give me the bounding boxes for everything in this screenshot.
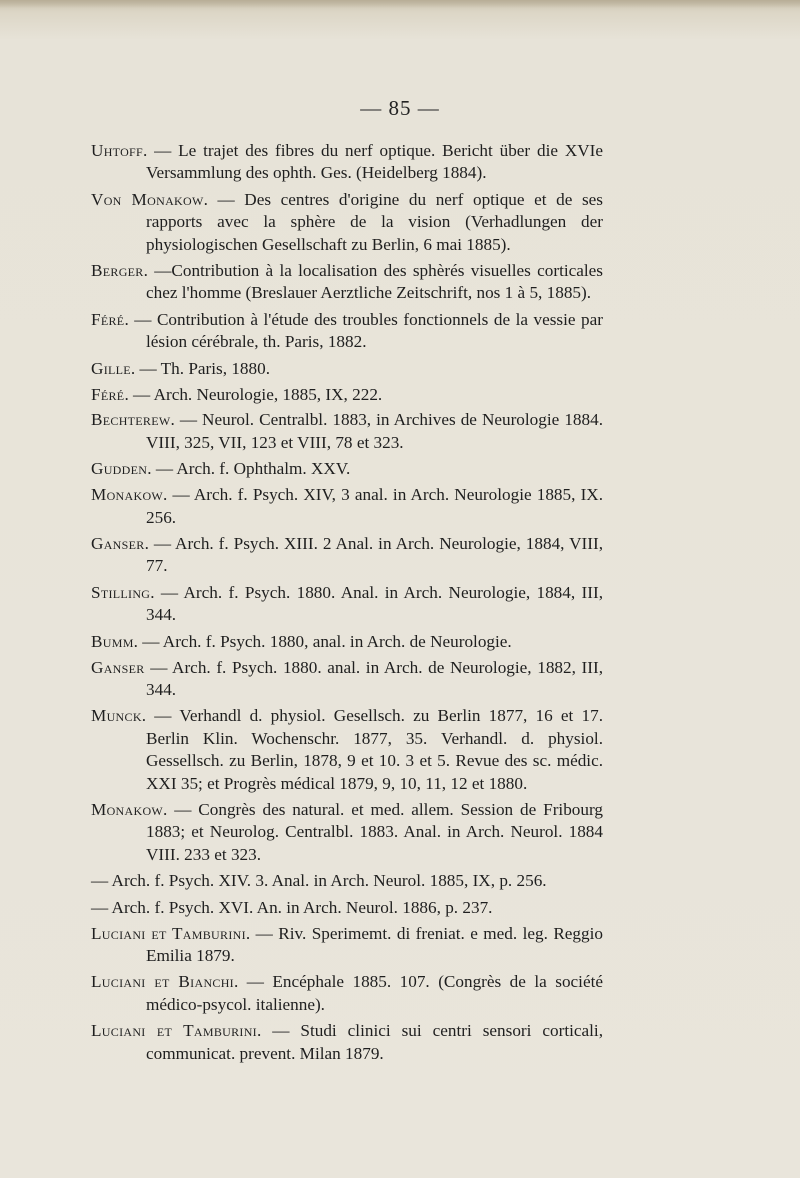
entry-author: Luciani et Bianchi	[91, 972, 234, 992]
entry-author: Bumm	[91, 631, 134, 651]
entry-text: . — Arch. f. Psych. 1880, anal. in Arch. de Neurologie.	[133, 631, 512, 651]
bibliography-entry	[91, 458, 603, 480]
entry-author: Von Monakow	[91, 189, 204, 209]
entry-author: Bechterew	[91, 410, 171, 430]
entry-author: Munck	[91, 706, 142, 726]
entry-text: . —Contribution à la localisation des sphèrés visuelles corticales chez l'homme (Breslauer Aerztliche Zeitschrift, nos 1 à 5, 1885).	[143, 261, 603, 303]
entry-author: Ganser	[91, 534, 145, 553]
bibliography-entry	[91, 657, 603, 702]
bibliography-entry	[91, 582, 603, 627]
bibliography-entry	[91, 384, 603, 406]
entry-text: . — Arch. f. Ophthalm. XXV.	[147, 459, 351, 479]
entry-text: . — Riv. Sperimemt. di freniat. e med. leg. Reggio Emilia 1879.	[146, 923, 603, 965]
entry-text: . — Contribution à l'étude des troubles fonctionnels de la vessie par lésion cérébrale, th. Paris, 1882.	[124, 309, 603, 352]
entry-text: . — Des centres d'origine du nerf optique et de ses rapports avec la sphère de la vision (Verhadlungen der physiologischen Gesellschaft zu Berlin, 6 mai 1885).	[146, 189, 603, 254]
bibliography-entry	[91, 409, 603, 454]
bibliography-entry	[91, 260, 603, 305]
entry-text: . — Le trajet des fibres du nerf optique. Bericht über die XVIe Versammlung des ophth. Ges. (Heidelberg 1884).	[143, 141, 603, 183]
bibliography-entry	[91, 870, 603, 892]
entry-author: Monakow	[91, 485, 164, 505]
entry-author: Monakow	[91, 799, 164, 819]
entry-text: . — Verhandl d. physiol. Gesellsch. zu Berlin 1877, 16 et 17. Berlin Klin. Wochenschr. 1877, 35. Verhandl. d. physiol. Gessellsch. zu Berlin, 1878, 9 et 10. 3 et 5. Revue des sc. médic. XXI 35; et Progrès médical 1879, 9, 10, 11, 12 et 1880.	[141, 706, 603, 793]
entry-author: Luciani et Tamburini	[91, 923, 246, 943]
bibliography-entry	[91, 799, 603, 866]
entry-author: Berger	[91, 261, 144, 281]
bibliography-entry	[91, 533, 603, 578]
entry-text: — Arch. f. Psych. XVI. An. in Arch. Neurol. 1886, p. 237.	[91, 897, 493, 917]
bibliography-entry	[91, 923, 603, 968]
entry-author: Féré	[91, 309, 125, 329]
bibliography-entry	[91, 309, 603, 354]
page-number: — 85 —	[360, 96, 440, 120]
entry-text: . — Encéphale 1885. 107. (Congrès de la société médico-psycol. italienne).	[146, 972, 603, 1014]
entry-text: . — Arch. f. Psych. XIV, 3 anal. in Arch. Neurologie 1885, IX. 256.	[146, 485, 603, 527]
bibliography-entry	[91, 140, 603, 185]
entry-author: Ganser	[91, 657, 145, 677]
bibliography-entry	[91, 631, 603, 653]
entry-author: Gudden	[91, 459, 148, 479]
entry-text: . — Neurol. Centralbl. 1883, in Archives de Neurologie 1884. VIII, 325, VII, 123 et VIII, 78 et 323.	[146, 410, 603, 452]
bibliography-entry	[91, 897, 603, 919]
bibliography-entry	[91, 484, 603, 529]
entry-text: . — Congrès des natural. et med. allem. Session de Fribourg 1883; et Neurolog. Centralbl. 1883. Anal. in Arch. Neurol. 1884 VIII. 233 et 323.	[146, 799, 603, 864]
entry-author: Féré	[91, 384, 125, 404]
entry-author: Uhtoff	[91, 141, 144, 160]
bibliography-entry	[91, 1020, 603, 1065]
entry-text: — Arch. f. Psych. XIV. 3. Anal. in Arch. Neurol. 1885, IX, p. 256.	[91, 871, 547, 891]
entry-text: . — Studi clinici sui centri sensori corticali, communicat. prevent. Milan 1879.	[146, 1021, 603, 1063]
entry-text: — Arch. f. Psych. 1880. anal. in Arch. de Neurologie, 1882, III, 344.	[144, 657, 603, 699]
entry-text: . — Arch. f. Psych. 1880. Anal. in Arch. Neurologie, 1884, III, 344.	[146, 582, 603, 625]
entry-author: Luciani et Tamburini	[91, 1021, 257, 1041]
bibliography-entry	[91, 705, 603, 795]
bibliography-entry	[91, 358, 603, 380]
bibliography-entry	[91, 971, 603, 1016]
entry-text: . — Arch. Neurologie, 1885, IX, 222.	[124, 384, 383, 404]
bibliography-list	[91, 140, 603, 1069]
entry-text: . — Th. Paris, 1880.	[130, 358, 271, 378]
entry-text: . — Arch. f. Psych. XIII. 2 Anal. in Arch. Neurologie, 1884, VIII, 77.	[144, 534, 603, 576]
bibliography-entry	[91, 189, 603, 256]
entry-author: Stilling	[91, 582, 151, 602]
entry-author: Gille	[91, 358, 131, 378]
